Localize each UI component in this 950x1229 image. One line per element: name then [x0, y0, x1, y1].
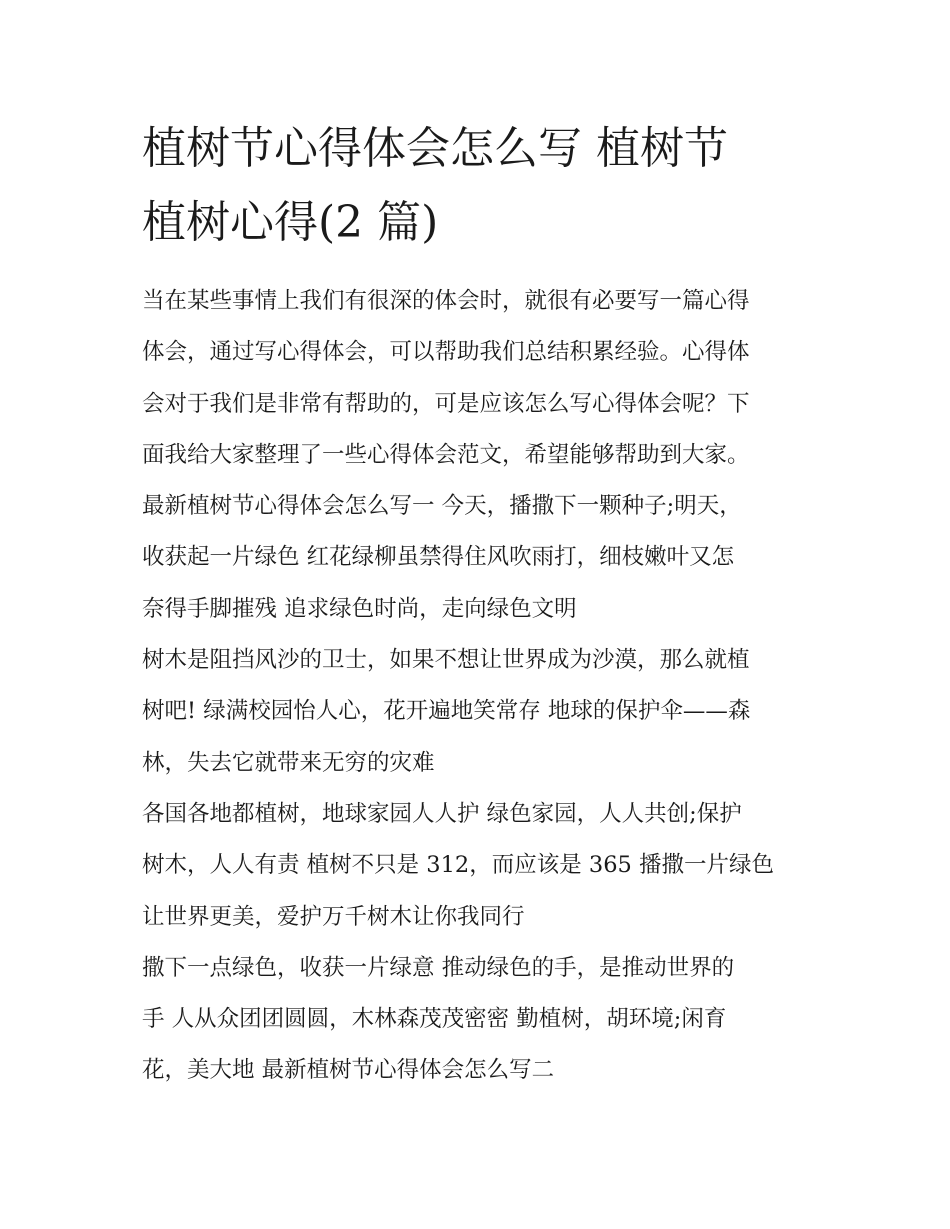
text-line: 最新植树节心得体会怎么写一 今天，播撒下一颗种子;明天，: [142, 493, 742, 520]
text-line: 花，美大地 最新植树节心得体会怎么写二: [142, 1057, 555, 1084]
text-line: 会对于我们是非常有帮助的，可是应该怎么写心得体会呢？下: [142, 390, 750, 417]
text-line: 手 人从众团团圆圆，木林森茂茂密密 勤植树，胡环境;闲育: [142, 1006, 727, 1033]
text-line: 林，失去它就带来无穷的灾难: [142, 749, 435, 776]
document-title: [142, 112, 832, 260]
text-line: 树吧! 绿满校园怡人心，花开遍地笑常存 地球的保护伞——森: [142, 698, 751, 725]
intro-paragraph: [142, 276, 832, 481]
document-body: [142, 276, 832, 1097]
text-line: 让世界更美，爱护万千树木让你我同行: [142, 903, 525, 930]
text-line: 树木是阻挡风沙的卫士，如果不想让世界成为沙漠，那么就植: [142, 647, 750, 674]
text-line: 各国各地都植树，地球家园人人护 绿色家园，人人共创;保护: [142, 800, 742, 827]
slogan-paragraph: [142, 789, 832, 943]
title-line: 植树心得(2 篇): [142, 197, 439, 248]
text-line: 奈得手脚摧残 追求绿色时尚，走向绿色文明: [142, 595, 577, 622]
text-line: 面我给大家整理了一些心得体会范文，希望能够帮助到大家。: [142, 441, 750, 468]
text-line: 树木，人人有责 植树不只是 312，而应该是 365 播撒一片绿色: [142, 852, 775, 879]
text-line: 收获起一片绿色 红花绿柳虽禁得住风吹雨打，细枝嫩叶又怎: [142, 544, 735, 571]
text-line: 体会，通过写心得体会，可以帮助我们总结积累经验。心得体: [142, 339, 750, 366]
slogan-paragraph: [142, 635, 832, 789]
slogan-paragraph: [142, 481, 832, 635]
title-line: 植树节心得体会怎么写 植树节: [142, 123, 728, 174]
text-line: 当在某些事情上我们有很深的体会时，就很有必要写一篇心得: [142, 288, 750, 314]
slogan-paragraph: [142, 943, 832, 1097]
text-line: 撒下一点绿色，收获一片绿意 推动绿色的手，是推动世界的: [142, 954, 735, 981]
